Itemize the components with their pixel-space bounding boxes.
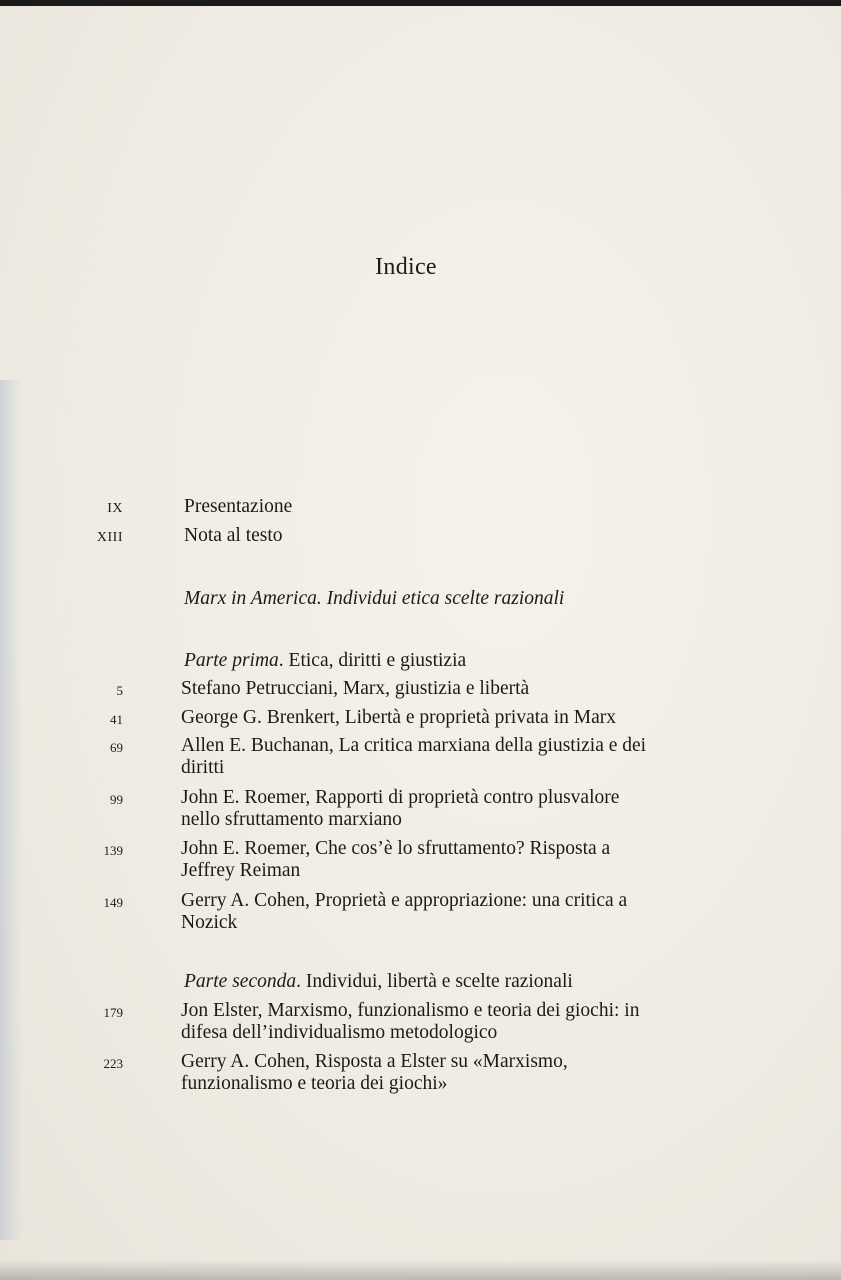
toc-page-number: IX bbox=[107, 501, 123, 516]
part-two-heading bbox=[184, 971, 573, 993]
toc-entry-line: Jeffrey Reiman bbox=[181, 860, 301, 881]
toc-page-number: 139 bbox=[103, 843, 123, 858]
toc-entry-text: Nota al testo bbox=[184, 525, 283, 546]
toc-entry-line: difesa dell’individualismo metodologico bbox=[181, 1022, 498, 1043]
toc-entry-line: nello sfruttamento marxiano bbox=[181, 809, 402, 830]
toc-entry-line: Nozick bbox=[181, 912, 238, 933]
toc-entry-line: Gerry A. Cohen, Proprietà e appropriazione: una critica a bbox=[181, 890, 628, 911]
part-two-label: Parte seconda bbox=[184, 971, 297, 992]
toc-page-number: 149 bbox=[103, 895, 123, 910]
section-intro: Marx in America. Individui etica scelte razionali bbox=[184, 588, 565, 609]
toc-page-number: 69 bbox=[110, 740, 123, 755]
toc-entry-text bbox=[181, 678, 711, 700]
toc-page-number: 41 bbox=[110, 712, 123, 727]
toc-entry-line: Jon Elster, Marxismo, funzionalismo e teoria dei giochi: in bbox=[181, 1000, 640, 1021]
toc-entry-line: Stefano Petrucciani, Marx, giustizia e libertà bbox=[181, 678, 530, 699]
toc-entry-line: John E. Roemer, Rapporti di proprietà contro plusvalore bbox=[181, 787, 620, 808]
toc-entry-text bbox=[181, 787, 711, 831]
page-title: Indice bbox=[375, 254, 437, 280]
part-one-heading bbox=[184, 650, 466, 672]
toc-page-number: 99 bbox=[110, 792, 123, 807]
part-one-title: . Etica, diritti e giustizia bbox=[278, 650, 467, 671]
toc-page-number: 5 bbox=[116, 683, 123, 698]
toc-entry-line: Allen E. Buchanan, La critica marxiana della giustizia e dei bbox=[181, 735, 647, 756]
part-one-label: Parte prima bbox=[184, 650, 279, 671]
page-left-tint bbox=[0, 380, 22, 1240]
part-two-title: . Individui, libertà e scelte razionali bbox=[296, 971, 573, 992]
toc-entry-line: diritti bbox=[181, 757, 225, 778]
toc-entry-text bbox=[181, 1051, 711, 1095]
toc-entry-text bbox=[181, 890, 711, 934]
toc-entry-line: funzionalismo e teoria dei giochi» bbox=[181, 1073, 448, 1094]
toc-entry-line: Gerry A. Cohen, Risposta a Elster su «Marxismo, bbox=[181, 1051, 568, 1072]
toc-entry-text bbox=[181, 707, 711, 729]
page-bottom-shade bbox=[0, 1260, 841, 1280]
toc-entry-text: Presentazione bbox=[184, 496, 293, 517]
toc-entry-line: George G. Brenkert, Libertà e proprietà privata in Marx bbox=[181, 707, 616, 728]
toc-page-number: XIII bbox=[96, 530, 123, 545]
toc-entry-text bbox=[181, 1000, 711, 1044]
page-top-edge bbox=[0, 0, 841, 6]
toc-page-number: 179 bbox=[103, 1005, 123, 1020]
toc-page-number: 223 bbox=[103, 1056, 123, 1071]
toc-entry-text bbox=[181, 735, 711, 779]
toc-entry-line: John E. Roemer, Che cos’è lo sfruttamento? Risposta a bbox=[181, 838, 611, 859]
toc-entry-text bbox=[181, 838, 711, 882]
